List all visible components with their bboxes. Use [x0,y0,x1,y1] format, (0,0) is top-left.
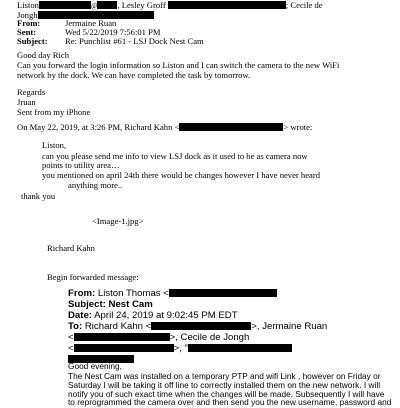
header-to-suffix: ; Cecile de [285,0,323,10]
fw-subject-value: Nest Cam [108,299,153,310]
subject-label: Subject: [17,36,48,46]
fw-to-label: To: [68,321,83,332]
from-value: Jermaine Ruan [65,18,117,28]
fw-from-label: From: [68,288,96,299]
image-attachment-placeholder: <Image-1.jpg> [92,216,144,226]
fw-to-line2-pre: < [68,332,74,343]
redaction [74,333,170,341]
quoted-intro-prefix: On May 22, 2019, at 3:26 PM, Richard Kahn < [17,122,180,132]
quoted-line-2: can you please send me info to view LSJ dock as it used to be as camera now [42,151,308,161]
redaction [179,123,283,131]
fw-body-line-3: notify you of such exact time when the changes will be made. Subsequently I will have [68,389,385,399]
fw-date [68,310,238,321]
fw-to-line-3 [68,343,292,354]
fw-to [68,321,327,332]
fw-to-line2-post: >, Cecile de Jongh [169,332,250,343]
reply-regards: Regards [17,87,46,97]
fw-to-line-2 [68,332,249,343]
fw-body-line-2: Saturday I will be taking it off line to correctly installed them on the new network. I will [68,380,381,390]
sent-label: Sent: [17,27,37,37]
redaction [168,1,286,9]
fw-body-greeting: Good evening, [68,361,122,371]
redaction [39,1,91,9]
header-subject [17,36,204,46]
reply-line-1: Can you forward the login information so Liston and I can switch the camera to the new WiFi [17,60,340,70]
fw-from-value: Liston Thomas < [97,288,169,299]
reply-line-2: network by the dock. We can have completed the task by tomorrow. [17,70,251,80]
from-label: From: [17,18,41,28]
quoted-intro-suffix: > wrote: [283,122,313,132]
quoted-line-4: you mentioned on april 24th there would be changes however I have never heard [42,170,321,180]
quoted-signature: Richard Kahn [47,243,95,253]
header-to-mid: , Lesley Groff [117,0,166,10]
fw-to-line3-pre: < [68,343,74,354]
fw-body-line-4: to reprogrammed the camera over and then send you the new username, password and [68,397,392,407]
redaction [188,344,292,352]
header-to-prefix: Liston [17,0,39,10]
fw-date-value: April 24, 2019 at 9:02:45 PM EDT [94,310,238,321]
fw-to-mid: >, Jermaine Ruan [251,321,328,332]
quoted-line-5: anything more.. [68,180,123,190]
fw-from [68,288,277,299]
reply-sent-from: Sent from my iPhone [17,107,91,117]
reply-greeting: Good day Rich [17,50,70,60]
header-to-cont-text: Jongh [17,10,38,20]
quoted-line-3: points to utility area… [42,160,120,170]
fw-date-label: Date: [68,310,92,321]
begin-forwarded-label: Begin forwarded message: [47,272,139,282]
sent-value: Wed 5/22/2019 7:56:01 PM [65,27,161,37]
fw-body-line-1: The Nest Cam was installed on a temporary PTP and wifi Link , however on Friday or [68,371,381,381]
redaction [74,344,174,352]
reply-name: Jruan [17,97,36,107]
quoted-thanks: thank you [21,191,56,201]
fw-to-value: Richard Kahn < [84,321,152,332]
header-to-line: Liston @ , Lesley Groff ; Cecile de [17,0,323,10]
fw-to-line3-post: >, " [173,343,188,354]
fw-subject-label: Subject: [68,299,106,310]
subject-value: Re: Punchlist #61 - LSJ Dock Nest Cam [65,36,204,46]
fw-subject [68,299,153,310]
redaction [151,322,251,330]
redaction [97,1,117,9]
quoted-intro [17,122,312,132]
redaction [169,289,277,297]
quoted-line-1: Liston, [42,140,67,150]
